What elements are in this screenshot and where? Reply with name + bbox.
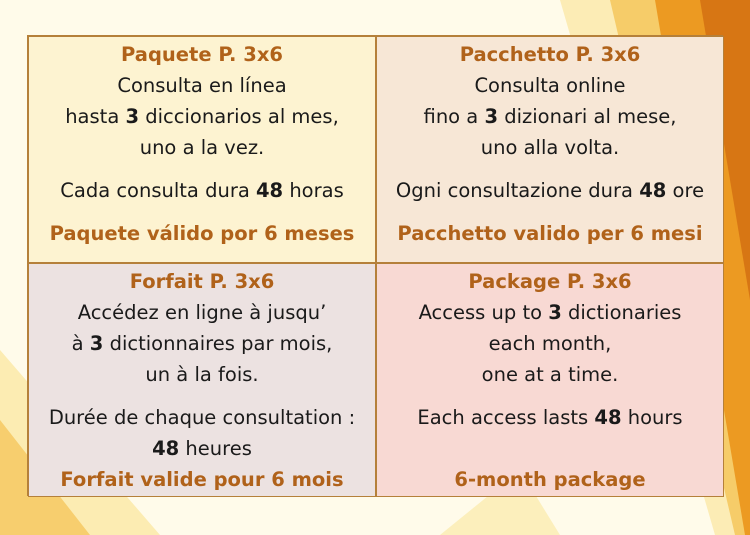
- package-card-english: [376, 263, 724, 497]
- card-title: Pacchetto P. 3x6: [459, 43, 641, 66]
- validity-text: 6-month package: [454, 468, 646, 491]
- card-text: Access up to 3 dictionaries: [418, 301, 682, 324]
- validity-text: Paquete válido por 6 meses: [49, 222, 355, 245]
- card-text: each month,: [488, 332, 612, 355]
- card-title: Forfait P. 3x6: [129, 270, 275, 293]
- card-text: uno alla volta.: [480, 136, 620, 159]
- duration-text: Cada consulta dura 48 horas: [60, 179, 344, 202]
- package-card-italian: [376, 36, 724, 263]
- package-grid: [27, 35, 723, 496]
- validity-text: Pacchetto valido per 6 mesi: [397, 222, 703, 245]
- package-card-spanish: [28, 36, 376, 263]
- card-text: un à la fois.: [145, 363, 259, 386]
- card-text: uno a la vez.: [139, 136, 265, 159]
- card-text: Accédez en ligne à jusqu’: [77, 301, 327, 324]
- duration-text: Ogni consultazione dura 48 ore: [395, 179, 705, 202]
- card-text: Consulta en línea: [117, 74, 287, 97]
- validity-text: Forfait valide pour 6 mois: [60, 468, 344, 491]
- card-text: à 3 dictionnaires par mois,: [71, 332, 333, 355]
- duration-text: Durée de chaque consultation :: [48, 406, 356, 429]
- card-text: fino a 3 dizionari al mese,: [423, 105, 677, 128]
- duration-text: 48 heures: [152, 437, 252, 460]
- card-text: Consulta online: [474, 74, 626, 97]
- card-text: one at a time.: [481, 363, 619, 386]
- package-card-french: [28, 263, 376, 497]
- card-title: Paquete P. 3x6: [121, 43, 283, 66]
- duration-text: Each access lasts 48 hours: [417, 406, 683, 429]
- card-title: Package P. 3x6: [468, 270, 632, 293]
- card-text: hasta 3 diccionarios al mes,: [65, 105, 339, 128]
